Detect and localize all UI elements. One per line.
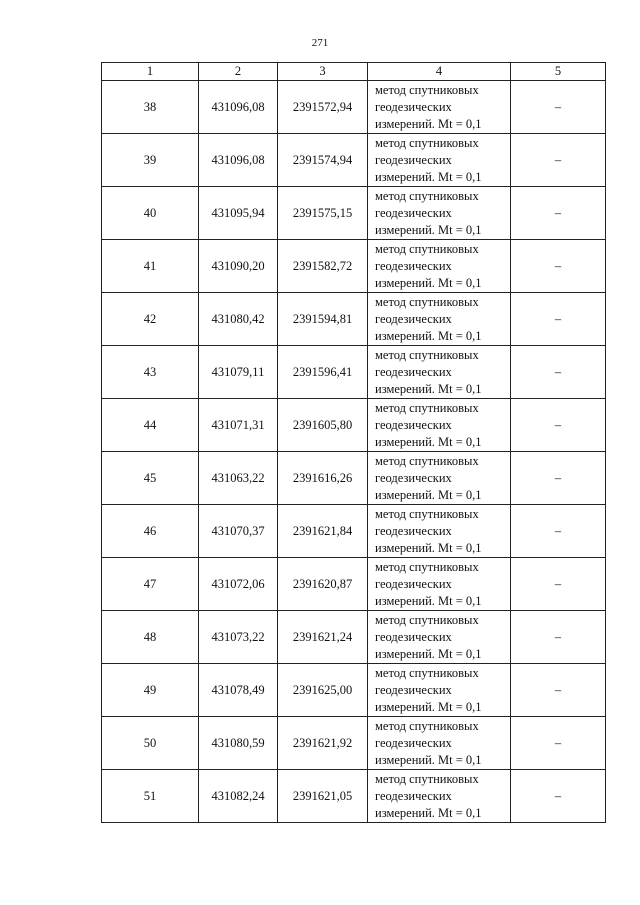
- table-row: [102, 187, 606, 240]
- coordinate-y-cell: 2391574,94: [278, 134, 368, 187]
- note-cell: –: [511, 81, 606, 134]
- point-number-cell: 48: [102, 611, 199, 664]
- point-number-cell: 51: [102, 770, 199, 823]
- method-text-line: геодезических: [375, 523, 452, 538]
- method-cell: [368, 293, 511, 346]
- method-text-line: измерений. Mt = 0,1: [375, 328, 482, 343]
- note-cell: –: [511, 134, 606, 187]
- coordinate-y-cell: 2391582,72: [278, 240, 368, 293]
- table-row: [102, 293, 606, 346]
- method-cell: [368, 240, 511, 293]
- method-text-line: метод спутниковых: [375, 347, 479, 362]
- point-number-cell: 40: [102, 187, 199, 240]
- method-text-line: метод спутниковых: [375, 665, 479, 680]
- method-text-line: измерений. Mt = 0,1: [375, 434, 482, 449]
- table-row: [102, 505, 606, 558]
- coordinate-y-cell: 2391625,00: [278, 664, 368, 717]
- header-cell-2: 2: [199, 63, 278, 81]
- note-cell: –: [511, 505, 606, 558]
- coordinate-x-cell: 431080,59: [199, 717, 278, 770]
- coordinate-y-cell: 2391594,81: [278, 293, 368, 346]
- coordinate-x-cell: 431079,11: [199, 346, 278, 399]
- method-cell: [368, 452, 511, 505]
- method-cell: [368, 770, 511, 823]
- method-cell: [368, 611, 511, 664]
- coordinates-table: [101, 62, 606, 823]
- note-cell: –: [511, 664, 606, 717]
- note-cell: –: [511, 558, 606, 611]
- method-cell: [368, 81, 511, 134]
- method-text-line: геодезических: [375, 364, 452, 379]
- header-cell-1: 1: [102, 63, 199, 81]
- method-text-line: измерений. Mt = 0,1: [375, 169, 482, 184]
- coordinate-y-cell: 2391621,24: [278, 611, 368, 664]
- table-row: [102, 346, 606, 399]
- point-number-cell: 43: [102, 346, 199, 399]
- method-text-line: геодезических: [375, 735, 452, 750]
- note-cell: –: [511, 187, 606, 240]
- coordinate-x-cell: 431063,22: [199, 452, 278, 505]
- coordinate-y-cell: 2391605,80: [278, 399, 368, 452]
- method-text-line: метод спутниковых: [375, 400, 479, 415]
- method-text-line: геодезических: [375, 788, 452, 803]
- header-cell-4: 4: [368, 63, 511, 81]
- coordinate-x-cell: 431073,22: [199, 611, 278, 664]
- method-text-line: метод спутниковых: [375, 612, 479, 627]
- coordinate-y-cell: 2391572,94: [278, 81, 368, 134]
- coordinate-x-cell: 431095,94: [199, 187, 278, 240]
- method-text-line: измерений. Mt = 0,1: [375, 699, 482, 714]
- header-cell-3: 3: [278, 63, 368, 81]
- page-number: 271: [311, 37, 329, 49]
- method-text-line: геодезических: [375, 576, 452, 591]
- table-row: [102, 611, 606, 664]
- coordinate-x-cell: 431078,49: [199, 664, 278, 717]
- method-text-line: геодезических: [375, 99, 452, 114]
- point-number-cell: 49: [102, 664, 199, 717]
- coordinate-x-cell: 431070,37: [199, 505, 278, 558]
- table-header-row: [102, 63, 606, 81]
- method-cell: [368, 134, 511, 187]
- method-text-line: измерений. Mt = 0,1: [375, 275, 482, 290]
- note-cell: –: [511, 293, 606, 346]
- coordinate-x-cell: 431096,08: [199, 134, 278, 187]
- note-cell: –: [511, 717, 606, 770]
- point-number-cell: 50: [102, 717, 199, 770]
- method-text-line: метод спутниковых: [375, 506, 479, 521]
- coordinate-x-cell: 431096,08: [199, 81, 278, 134]
- method-cell: [368, 346, 511, 399]
- method-text-line: измерений. Mt = 0,1: [375, 646, 482, 661]
- table-row: [102, 452, 606, 505]
- method-text-line: измерений. Mt = 0,1: [375, 487, 482, 502]
- method-text-line: геодезических: [375, 417, 452, 432]
- method-text-line: измерений. Mt = 0,1: [375, 540, 482, 555]
- table-row: [102, 664, 606, 717]
- coordinate-y-cell: 2391621,05: [278, 770, 368, 823]
- method-text-line: измерений. Mt = 0,1: [375, 593, 482, 608]
- method-cell: [368, 187, 511, 240]
- coordinate-x-cell: 431090,20: [199, 240, 278, 293]
- note-cell: –: [511, 240, 606, 293]
- coordinate-x-cell: 431072,06: [199, 558, 278, 611]
- method-text-line: геодезических: [375, 629, 452, 644]
- method-text-line: геодезических: [375, 470, 452, 485]
- table-row: [102, 240, 606, 293]
- point-number-cell: 38: [102, 81, 199, 134]
- note-cell: –: [511, 399, 606, 452]
- method-text-line: метод спутниковых: [375, 559, 479, 574]
- method-text-line: измерений. Mt = 0,1: [375, 752, 482, 767]
- point-number-cell: 41: [102, 240, 199, 293]
- method-text-line: геодезических: [375, 311, 452, 326]
- method-text-line: геодезических: [375, 682, 452, 697]
- coordinate-y-cell: 2391575,15: [278, 187, 368, 240]
- coordinate-y-cell: 2391616,26: [278, 452, 368, 505]
- table-row: [102, 81, 606, 134]
- method-cell: [368, 717, 511, 770]
- method-text-line: метод спутниковых: [375, 241, 479, 256]
- note-cell: –: [511, 452, 606, 505]
- coordinate-x-cell: 431082,24: [199, 770, 278, 823]
- method-text-line: измерений. Mt = 0,1: [375, 116, 482, 131]
- method-text-line: измерений. Mt = 0,1: [375, 222, 482, 237]
- method-text-line: метод спутниковых: [375, 188, 479, 203]
- method-text-line: метод спутниковых: [375, 82, 479, 97]
- coordinate-y-cell: 2391596,41: [278, 346, 368, 399]
- method-text-line: метод спутниковых: [375, 718, 479, 733]
- point-number-cell: 45: [102, 452, 199, 505]
- method-text-line: геодезических: [375, 258, 452, 273]
- table-row: [102, 134, 606, 187]
- method-text-line: метод спутниковых: [375, 294, 479, 309]
- table-row: [102, 717, 606, 770]
- point-number-cell: 44: [102, 399, 199, 452]
- method-cell: [368, 558, 511, 611]
- method-text-line: геодезических: [375, 205, 452, 220]
- point-number-cell: 42: [102, 293, 199, 346]
- method-text-line: метод спутниковых: [375, 135, 479, 150]
- table-body: [102, 81, 606, 823]
- coordinate-x-cell: 431071,31: [199, 399, 278, 452]
- method-text-line: метод спутниковых: [375, 771, 479, 786]
- coordinate-y-cell: 2391621,92: [278, 717, 368, 770]
- table-row: [102, 770, 606, 823]
- table-row: [102, 558, 606, 611]
- method-cell: [368, 664, 511, 717]
- point-number-cell: 46: [102, 505, 199, 558]
- method-text-line: измерений. Mt = 0,1: [375, 805, 482, 820]
- point-number-cell: 47: [102, 558, 199, 611]
- method-cell: [368, 505, 511, 558]
- coordinate-y-cell: 2391620,87: [278, 558, 368, 611]
- coordinate-x-cell: 431080,42: [199, 293, 278, 346]
- method-text-line: метод спутниковых: [375, 453, 479, 468]
- note-cell: –: [511, 346, 606, 399]
- coordinate-y-cell: 2391621,84: [278, 505, 368, 558]
- header-cell-5: 5: [511, 63, 606, 81]
- method-text-line: измерений. Mt = 0,1: [375, 381, 482, 396]
- table-row: [102, 399, 606, 452]
- note-cell: –: [511, 770, 606, 823]
- method-text-line: геодезических: [375, 152, 452, 167]
- note-cell: –: [511, 611, 606, 664]
- method-cell: [368, 399, 511, 452]
- point-number-cell: 39: [102, 134, 199, 187]
